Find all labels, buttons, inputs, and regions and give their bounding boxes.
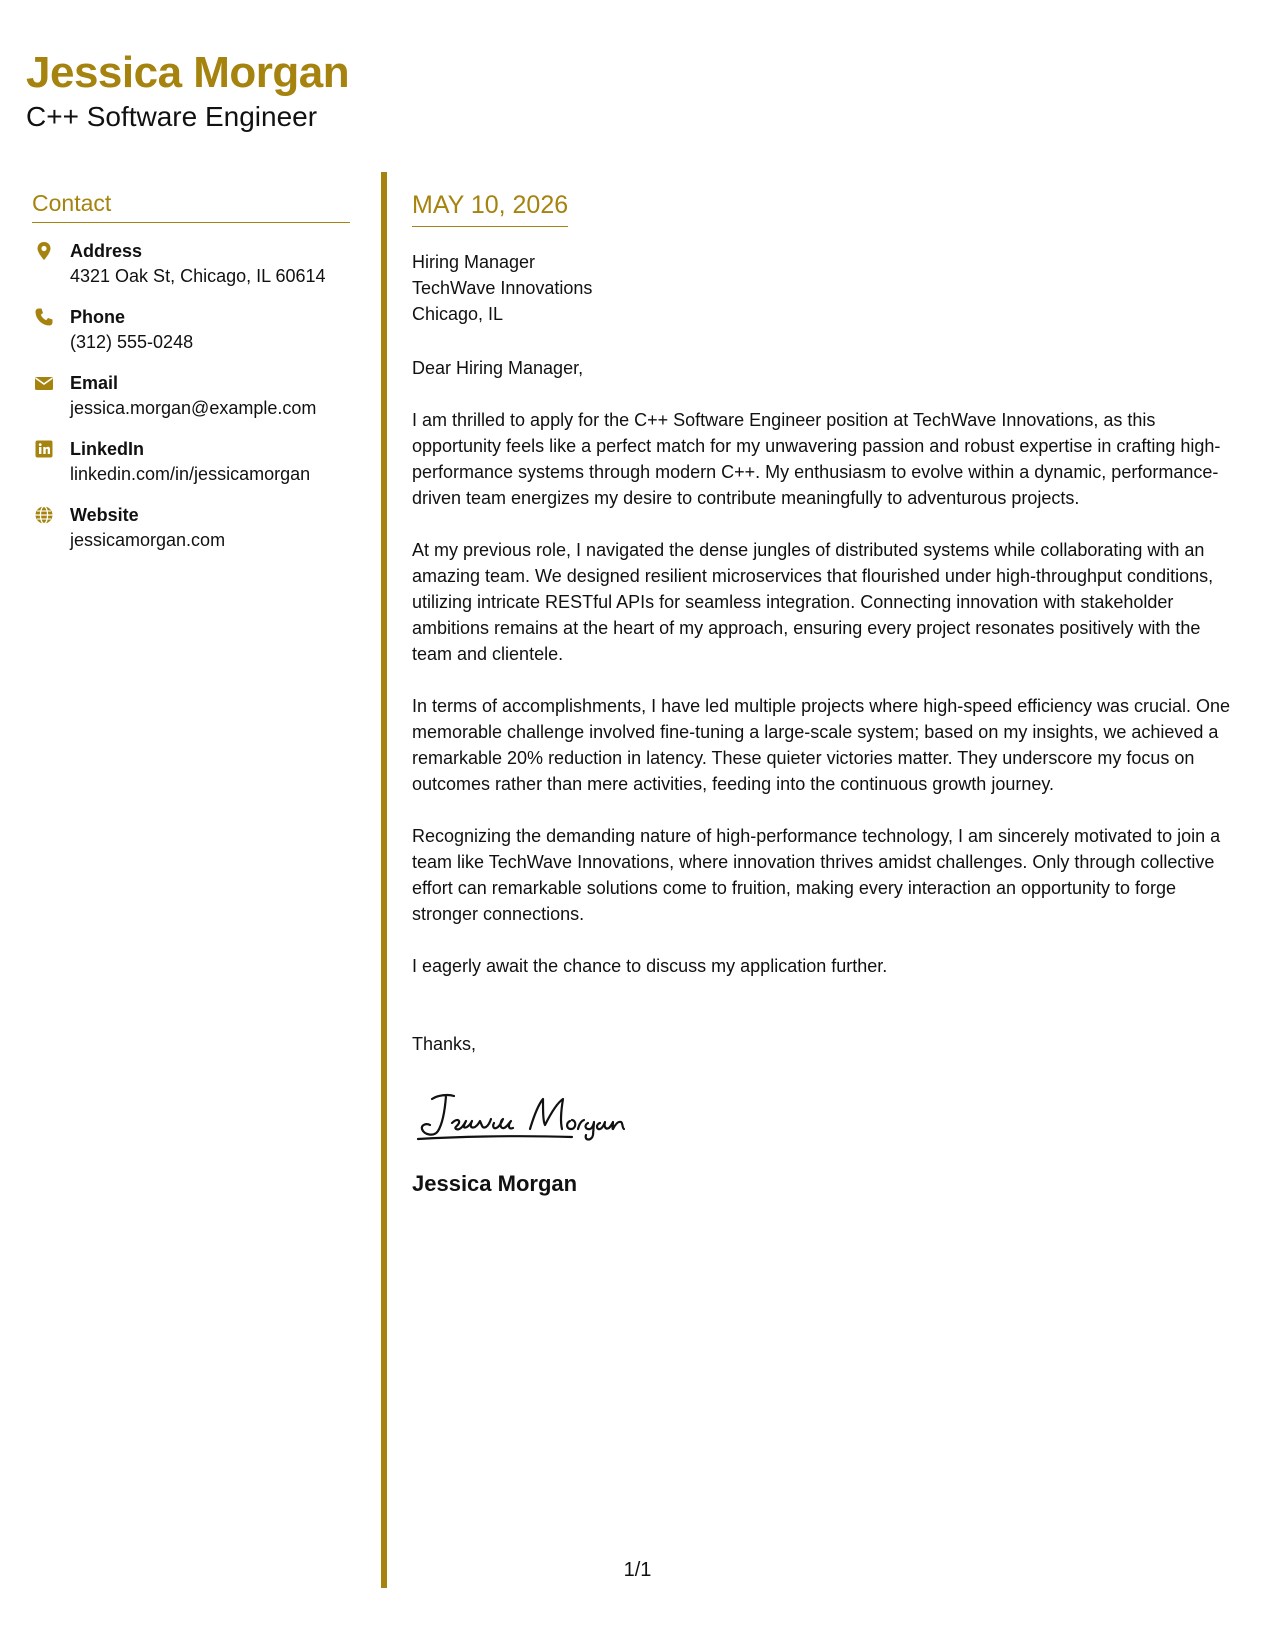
- applicant-name: Jessica Morgan: [26, 48, 350, 97]
- closing: Thanks,: [412, 1034, 477, 1054]
- typed-signature-name: Jessica Morgan: [412, 1171, 578, 1196]
- contact-item-address: [32, 239, 350, 289]
- letter-paragraph: Recognizing the demanding nature of high-performance technology, I am sincerely motivated to join a team like TechWave Innovations, where innovation thrives amidst challenges. Only through collective effort can remarkable solutions come to fruition, making every interaction an opportunity to forge stronger connections.: [412, 826, 1221, 924]
- contact-value: jessicamorgan.com: [70, 530, 226, 550]
- contact-value: jessica.morgan@example.com: [70, 398, 317, 418]
- salutation: Dear Hiring Manager,: [412, 358, 584, 378]
- contact-label: Website: [70, 505, 139, 525]
- phone-icon: [34, 307, 54, 327]
- contact-value: (312) 555-0248: [70, 332, 194, 352]
- letter-paragraph: At my previous role, I navigated the dense jungles of distributed systems while collaborating with an amazing team. We designed resilient microservices that flourished under high-throughput conditions, utilizing intricate RESTful APIs for seamless integration. Connecting innovation with stakeholder ambitions remains at the heart of my approach, ensuring every project resonates positively with the team and clientele.: [412, 540, 1214, 664]
- resume-header: [26, 48, 349, 134]
- letter-paragraph: I eagerly await the chance to discuss my application further.: [412, 956, 888, 976]
- letter-body: [412, 188, 1242, 1199]
- contact-value: linkedin.com/in/jessicamorgan: [70, 464, 311, 484]
- vertical-divider: [381, 172, 387, 1588]
- contact-label: Phone: [70, 307, 126, 327]
- contact-heading: Contact: [32, 188, 350, 223]
- recipient-block: [412, 249, 1242, 327]
- contact-item-email: [32, 371, 350, 421]
- page-number: 1/1: [623, 1559, 652, 1581]
- contact-label: Address: [70, 241, 143, 261]
- linkedin-icon: [34, 439, 54, 459]
- handwritten-signature: [412, 1085, 1242, 1145]
- applicant-role: C++ Software Engineer: [26, 101, 318, 132]
- recipient-line: TechWave Innovations: [412, 278, 593, 298]
- contact-item-website: [32, 503, 350, 553]
- recipient-line: Chicago, IL: [412, 304, 504, 324]
- map-pin-icon: [34, 241, 54, 261]
- letter-paragraph: I am thrilled to apply for the C++ Software Engineer position at TechWave Innovations, as this opportunity feels like a perfect match for my unwavering passion and robust expertise in crafting high-performance systems through modern C++. My enthusiasm to evolve within a dynamic, performance-driven team energizes my desire to contribute meaningfully to adventurous projects.: [412, 410, 1221, 508]
- contact-label: Email: [70, 373, 119, 393]
- letter-paragraph: In terms of accomplishments, I have led multiple projects where high-speed efficiency was crucial. One memorable challenge involved fine-tuning a large-scale system; based on my insights, we achieved a remarkable 20% reduction in latency. These quieter victories matter. They underscore my focus on outcomes rather than mere activities, feeding into the continuous growth journey.: [412, 696, 1231, 794]
- globe-icon: [34, 505, 54, 525]
- contact-item-phone: [32, 305, 350, 355]
- letter-date: MAY 10, 2026: [412, 188, 568, 227]
- contact-label: LinkedIn: [70, 439, 145, 459]
- contact-item-linkedin: [32, 437, 350, 487]
- contact-value: 4321 Oak St, Chicago, IL 60614: [70, 266, 326, 286]
- envelope-icon: [34, 373, 54, 393]
- contact-sidebar: [32, 188, 350, 553]
- recipient-line: Hiring Manager: [412, 252, 536, 272]
